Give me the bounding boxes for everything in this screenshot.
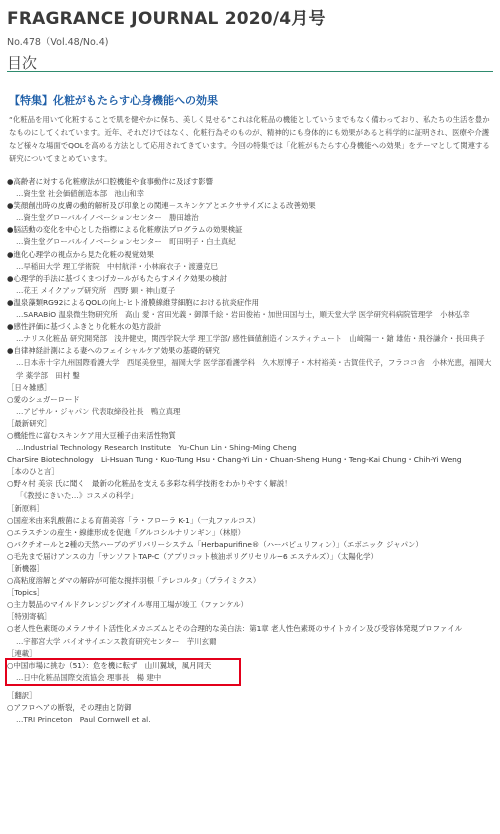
toc-author-line: …TRI Princeton Paul Cornwell et al. [16,715,151,725]
toc-author-line: …宇都宮大学 バイオサイエンス教育研究センター 芋川玄爾 [16,636,217,646]
toc-author-line: 「《教授にきいた…》コスメの科学」 [16,491,138,501]
toc-entry: ○国産米由来乳酸菌による育菌美容「ラ・フローラ K-1」（一丸ファルコス） [7,515,260,525]
toc-entry: ●脳活動の変化を中心とした指標による化粧療法プログラムの効果検証 [7,225,243,235]
toc-entry: ［最新研究］ [7,418,52,428]
toc-entry: ［Topics］ [7,588,45,598]
toc-entry: CharSire Biotechnology Li-Hsuan Tung・Kuo-Tung Hsu・Chang-Yi Lin・Chuan-Sheng Hung・Teng-Kai Chung・Chih-Yi Weng [7,455,462,465]
toc-entry: ○毛先まで届けアンスの力「サンソフトTAP-C（アプリコット核油ポリグリセリル−6 エステルズ）」（太陽化学） [7,551,378,561]
toc-author-line: …資生堂グローバルイノベーションセンター 町田明子・白土真紀 [16,237,236,247]
special-feature-title: 【特集】化粧がもたらす心身機能への効果 [9,94,218,107]
toc-entry: ○野々村 美宗 氏に聞く 最新の化粧品を支える多彩な科学技術をわかりやすく解説！ [7,479,292,489]
toc-entry: ●進化心理学の視点から見た化粧の視覚効果 [7,249,154,259]
toc-entry: ●自律神経計測による妻へのフェイシャルケア効果の基礎的研究 [7,346,220,356]
toc-author-line: …資生堂グローバルイノベーションセンター 勝田雄治 [16,213,199,223]
toc-entry: ［新機器］ [7,564,44,573]
highlight-box [5,658,241,686]
toc-entry: ○エラスチンの産生・線維形成を促進「グルコシルナリンギン」（林原） [7,527,246,537]
heading-divider [7,71,493,72]
toc-entry: ［日々雑感］ [7,382,52,392]
toc-author-line: …日中化粧品国際交流協会 理事長 楊 建中 [16,672,162,682]
issue-number: No.478（Vol.48/No.4) [7,37,109,48]
toc-author-line: …ナリス化粧品 研究開発部 浅井健史，関西学院大学 理工学部/ 感性価値創造インスティテュート 山﨑陽一・鎗 雄佑・飛谷謙介・長田典子 [16,334,485,344]
toc-author-line: …資生堂 社会価値創造本部 池山和幸 [16,189,144,199]
toc-entry: ○機能性に富むスキンケア用大豆種子由来活性物質 [7,430,176,440]
toc-entry: ○バクチオールと2種の天然ハーブのデリバリーシステム「Herbapurifine®（ハーバピュリフィン）」（エボニック ジャパン） [7,539,423,549]
contents-heading: 目次 [7,54,38,72]
toc-entry: ○中国市場に挑む（51）：危を機に転ず 山川翼域，風月同天 [7,660,212,670]
toc-entry: ○老人性色素斑のメラノサイト活性化メカニズムとその合理的な美白法：第1章 老人性色素斑のサイトカイン及び受容体発現プロファイル [7,624,463,634]
journal-header [7,4,493,73]
toc-author-line: …アピサル・ジャパン 代表取締役社長 鴨立真理 [16,406,181,416]
special-feature-intro: “化粧品を用いて化粧することで肌を健やかに保ち、美しく見せる”これは化粧品の機能としていうまでもなく備わっており、私たちの生活を豊かなものにしてくれています。近年、それだけではなく、化粧行為そのものが、精神的にも身体的にも効果があると科学的に証明され、医療や介護など様々な場面でQOLを高める方法として応用されてきています。今回の特集では「化粧がもたらす心身機能への効果」をテーマとして関連する研究についてまとめています。 [9,115,490,163]
toc-author-line: …SARABiO 温泉微生物研究所 高山 愛・宮田光義・御澤千絵・岩田俊祐・加世田国与士，順天堂大学 医学研究科病院管理学 小林弘幸 [16,310,470,320]
toc-entry: ［本のひと言］ [7,467,59,477]
toc-entry: ●感性評価に基づくふきとり化粧水の処方設計 [7,322,162,332]
toc-entry: ［連載］ [7,648,37,658]
toc-entry: ［翻訳］ [7,690,37,700]
toc-entry: ○主力製品のマイルドクレンジングオイル専用工場が竣工（ファンケル） [7,600,248,610]
toc-author-line: …花王 メイクアップ研究所 西野 顕・神山夏子 [16,285,176,295]
toc-entry: ○アフロヘアの断裂，その理由と防御 [7,703,132,713]
toc-entry: ●高齢者に対する化粧療法が口腔機能や食事動作に及ぼす影響 [7,177,213,186]
table-of-contents [7,176,495,726]
toc-entry: ［特別寄稿］ [7,612,52,622]
toc-author-line: …Industrial Technology Research Institute Yu-Chun Lin・Shing-Ming Cheng [16,443,297,453]
toc-entry: ○高粘度溶解とダマの解砕が可能な撹拌羽根「テレコルタ」（プライミクス） [7,576,261,586]
toc-author-line: …早稲田大学 理工学術院 中村航洋・小林麻衣子・渡邊克巳 [16,261,218,271]
toc-author-line: …日本赤十字九州国際看護大学 西尾美登里，福岡大学 医学部看護学科 久木原博子・木村裕美・古賀佳代子，フラココ舎 小林光恵，福岡大学 薬学部 田村 鑿 [16,358,492,380]
toc-entry: ●心理学的手法に基づくまつげカールがもたらすメイク効果の検討 [7,273,228,283]
toc-entry: ●温泉藻類RG92によるQOLの向上-ヒト滑膜線維芽細胞における抗炎症作用 [7,297,260,307]
toc-entry: ［新原料］ [7,503,44,513]
toc-entry: ●笑顔創出時の皮膚の動的解析及び印象との関連－スキンケアとエクササイズによる改善効果 [7,201,316,211]
toc-entry: ○愛のシュガーロード [7,394,80,404]
journal-title: FRAGRANCE JOURNAL 2020/4月号 [7,9,326,29]
